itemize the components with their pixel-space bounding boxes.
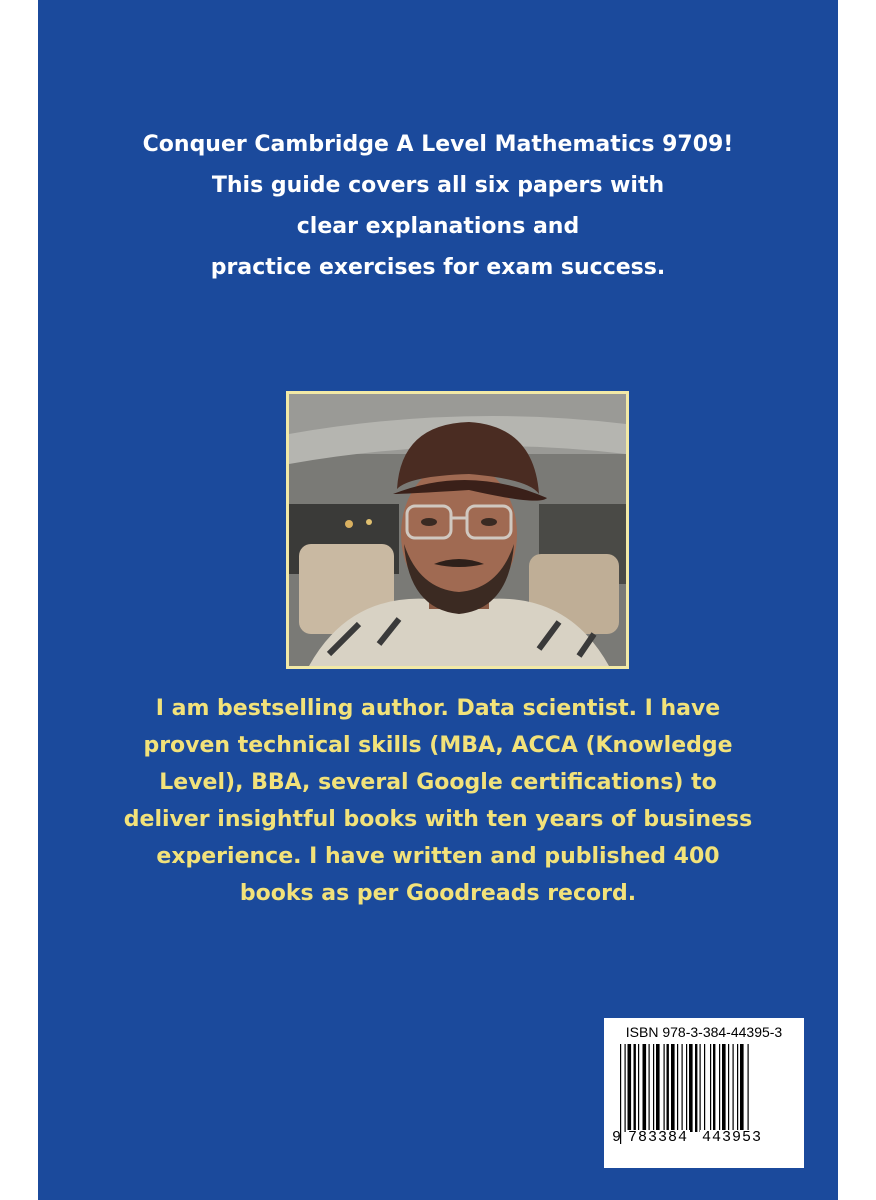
barcode-bar bbox=[677, 1044, 678, 1132]
barcode-bar bbox=[689, 1044, 693, 1132]
bio-line: deliver insightful books with ten years of business bbox=[123, 807, 753, 832]
blurb-line: This guide covers all six papers with bbox=[211, 173, 665, 198]
barcode-bar bbox=[740, 1044, 744, 1132]
barcode-bar bbox=[722, 1044, 726, 1132]
barcode-bar bbox=[649, 1044, 650, 1132]
author-portrait-icon bbox=[289, 394, 626, 666]
barcode-bar bbox=[728, 1044, 729, 1132]
barcode-bar bbox=[719, 1044, 720, 1132]
barcode-digit-lead: 9 bbox=[612, 1129, 623, 1146]
bio-line: books as per Goodreads record. bbox=[239, 881, 637, 906]
blurb-line: Conquer Cambridge A Level Mathematics 9709! bbox=[142, 132, 734, 157]
blurb-line: clear explanations and bbox=[296, 214, 580, 239]
barcode-digits-group-2: 443953 bbox=[702, 1129, 763, 1146]
barcode-bar bbox=[625, 1044, 626, 1132]
barcode-bar bbox=[700, 1044, 701, 1132]
author-photo bbox=[286, 391, 629, 669]
cover-blurb bbox=[38, 124, 838, 288]
barcode-bar bbox=[664, 1044, 665, 1132]
barcode-digits-group-1: 783384 bbox=[628, 1129, 689, 1146]
barcode-bar bbox=[682, 1044, 683, 1132]
barcode-bar bbox=[653, 1044, 654, 1132]
bio-line: I am bestselling author. Data scientist. I have bbox=[155, 696, 721, 721]
barcode-bar bbox=[713, 1044, 715, 1132]
barcode-bar bbox=[634, 1044, 636, 1132]
blurb-line: practice exercises for exam success. bbox=[210, 255, 666, 280]
barcode-bar bbox=[638, 1044, 639, 1132]
barcode-bar bbox=[737, 1044, 738, 1132]
barcode-bar bbox=[643, 1044, 647, 1132]
barcode-digits bbox=[612, 1130, 796, 1146]
book-back-cover bbox=[38, 0, 838, 1200]
bio-line: proven technical skills (MBA, ACCA (Knowledge bbox=[143, 733, 733, 758]
author-bio bbox=[38, 690, 838, 912]
barcode-bar bbox=[733, 1044, 734, 1132]
isbn-barcode bbox=[604, 1018, 804, 1168]
barcode-bar bbox=[628, 1044, 632, 1132]
bio-line: Level), BBA, several Google certifications) to bbox=[159, 770, 717, 795]
isbn-label: ISBN 978-3-384-44395-3 bbox=[625, 1024, 783, 1040]
barcode-bar bbox=[667, 1044, 669, 1132]
barcode-bar bbox=[710, 1044, 711, 1132]
barcode-bar bbox=[671, 1044, 675, 1132]
barcode-bar bbox=[656, 1044, 660, 1132]
barcode-bar bbox=[704, 1044, 705, 1132]
barcode-bar bbox=[695, 1044, 697, 1132]
bio-line: experience. I have written and published 400 bbox=[156, 844, 720, 869]
